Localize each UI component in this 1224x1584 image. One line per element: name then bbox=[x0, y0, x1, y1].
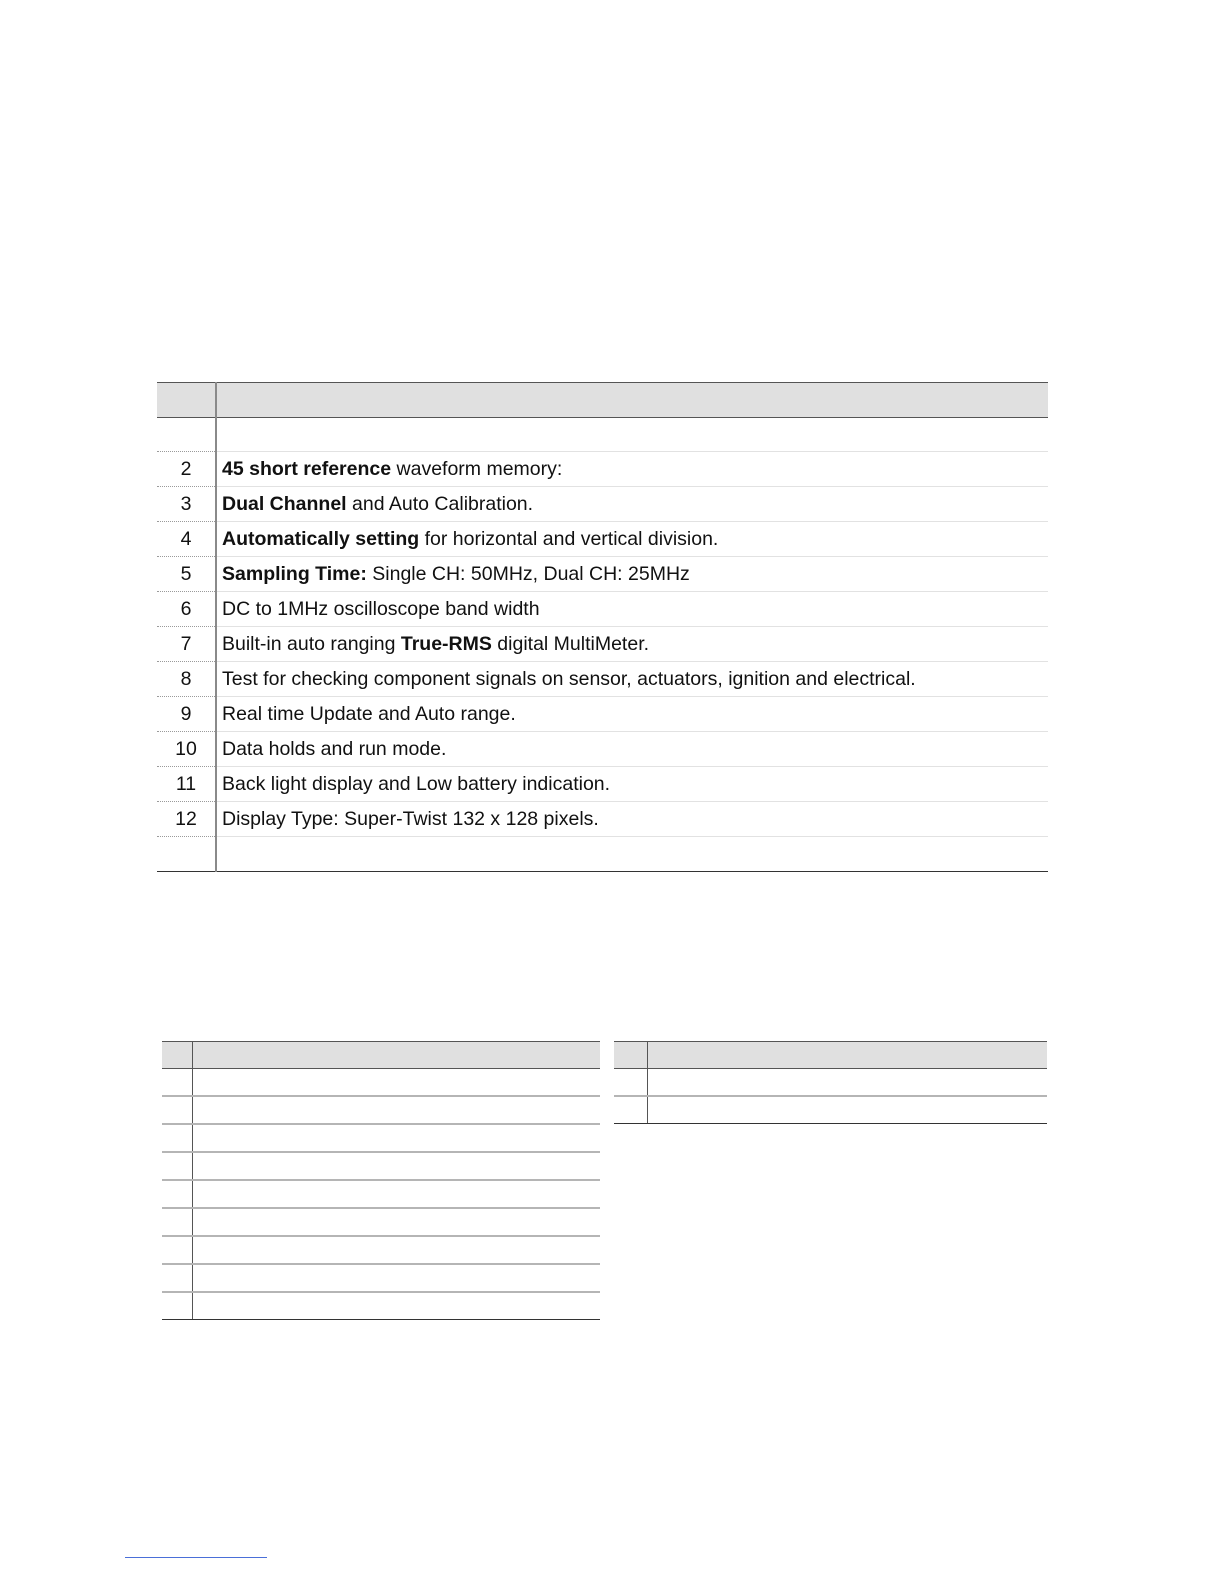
row-number-cell bbox=[162, 1152, 193, 1180]
row-bold-text-2: True-RMS bbox=[400, 632, 492, 655]
row-text bbox=[216, 627, 1048, 662]
header-number-cell bbox=[157, 383, 216, 418]
row-number: 11 bbox=[157, 767, 216, 802]
row-number-cell bbox=[162, 1208, 193, 1236]
row-cell bbox=[193, 1180, 601, 1208]
features-table bbox=[157, 382, 1048, 872]
row-number-cell bbox=[614, 1096, 648, 1124]
row-number: 7 bbox=[157, 627, 216, 662]
table-row bbox=[157, 767, 1048, 802]
row-text bbox=[216, 452, 1048, 487]
table-row bbox=[162, 1152, 600, 1180]
row-bold-text: Sampling Time: bbox=[222, 562, 367, 585]
row-cell bbox=[193, 1152, 601, 1180]
table-row bbox=[162, 1292, 600, 1320]
row-number-cell bbox=[162, 1069, 193, 1097]
table-row bbox=[157, 487, 1048, 522]
right-table-header bbox=[614, 1042, 1047, 1069]
row-cell bbox=[193, 1069, 601, 1097]
row-plain-text: DC to 1MHz oscilloscope band width bbox=[222, 597, 540, 620]
row-plain-text: Built-in auto ranging bbox=[222, 632, 401, 655]
row-cell bbox=[193, 1264, 601, 1292]
table-row bbox=[162, 1096, 600, 1124]
row-number: 8 bbox=[157, 662, 216, 697]
header-description-cell bbox=[216, 383, 1048, 418]
right-header-number-cell bbox=[614, 1042, 648, 1069]
row-number-cell bbox=[162, 1236, 193, 1264]
table-row bbox=[162, 1069, 600, 1097]
table-row bbox=[157, 522, 1048, 557]
table-row bbox=[162, 1208, 600, 1236]
table-row bbox=[162, 1236, 600, 1264]
table-row bbox=[157, 627, 1048, 662]
row-cell bbox=[193, 1236, 601, 1264]
row-text bbox=[216, 592, 1048, 627]
table-row bbox=[157, 802, 1048, 837]
row-bold-text: 45 short reference bbox=[222, 457, 392, 480]
row-plain-text: Back light display and Low battery indication. bbox=[222, 772, 611, 795]
row-number: 6 bbox=[157, 592, 216, 627]
row-bold-text: Automatically setting bbox=[222, 527, 420, 550]
table-row bbox=[157, 697, 1048, 732]
row-plain-text: Real time Update and Auto range. bbox=[222, 702, 516, 725]
right-header-cell bbox=[648, 1042, 1048, 1069]
right-empty-table bbox=[614, 1041, 1047, 1124]
row-number bbox=[157, 837, 216, 872]
row-number: 9 bbox=[157, 697, 216, 732]
table-row bbox=[157, 732, 1048, 767]
row-number-cell bbox=[614, 1069, 648, 1097]
row-text bbox=[216, 418, 1048, 452]
row-text bbox=[216, 557, 1048, 592]
left-header-number-cell bbox=[162, 1042, 193, 1069]
table-row bbox=[157, 418, 1048, 452]
row-cell bbox=[193, 1096, 601, 1124]
row-number: 2 bbox=[157, 452, 216, 487]
footer-link-underline[interactable] bbox=[125, 1557, 267, 1558]
table-row bbox=[157, 557, 1048, 592]
left-header-cell bbox=[193, 1042, 601, 1069]
row-number: 10 bbox=[157, 732, 216, 767]
row-plain-text: Single CH: 50MHz, Dual CH: 25MHz bbox=[366, 562, 690, 585]
row-plain-text: and Auto Calibration. bbox=[346, 492, 534, 515]
table-row bbox=[614, 1096, 1047, 1124]
row-text bbox=[216, 697, 1048, 732]
row-text bbox=[216, 837, 1048, 872]
row-text bbox=[216, 487, 1048, 522]
row-cell bbox=[193, 1208, 601, 1236]
row-plain-text-2: digital MultiMeter. bbox=[491, 632, 650, 655]
row-number-cell bbox=[162, 1180, 193, 1208]
row-number: 4 bbox=[157, 522, 216, 557]
row-number: 3 bbox=[157, 487, 216, 522]
table-row bbox=[157, 452, 1048, 487]
left-empty-table bbox=[162, 1041, 600, 1320]
features-table-header bbox=[157, 383, 1048, 418]
row-cell bbox=[193, 1124, 601, 1152]
row-number-cell bbox=[162, 1264, 193, 1292]
row-cell bbox=[193, 1292, 601, 1320]
row-number: 5 bbox=[157, 557, 216, 592]
row-plain-text: Test for checking component signals on sensor, actuators, ignition and electrical. bbox=[222, 667, 916, 690]
left-table-header bbox=[162, 1042, 600, 1069]
row-text bbox=[216, 662, 1048, 697]
row-number bbox=[157, 418, 216, 452]
row-number-cell bbox=[162, 1096, 193, 1124]
row-plain-text: waveform memory: bbox=[391, 457, 563, 480]
row-text bbox=[216, 767, 1048, 802]
row-number-cell bbox=[162, 1124, 193, 1152]
row-plain-text: Display Type: Super-Twist 132 x 128 pixels. bbox=[222, 807, 599, 830]
row-text bbox=[216, 802, 1048, 837]
table-row bbox=[162, 1264, 600, 1292]
row-text bbox=[216, 522, 1048, 557]
row-text bbox=[216, 732, 1048, 767]
row-bold-text: Dual Channel bbox=[222, 492, 347, 515]
row-number: 12 bbox=[157, 802, 216, 837]
table-row bbox=[614, 1069, 1047, 1097]
row-number-cell bbox=[162, 1292, 193, 1320]
table-row bbox=[162, 1124, 600, 1152]
row-cell bbox=[648, 1096, 1048, 1124]
row-plain-text: Data holds and run mode. bbox=[222, 737, 447, 760]
table-row bbox=[157, 837, 1048, 872]
row-plain-text: for horizontal and vertical division. bbox=[419, 527, 719, 550]
table-row bbox=[162, 1180, 600, 1208]
table-row bbox=[157, 662, 1048, 697]
table-row bbox=[157, 592, 1048, 627]
row-cell bbox=[648, 1069, 1048, 1097]
